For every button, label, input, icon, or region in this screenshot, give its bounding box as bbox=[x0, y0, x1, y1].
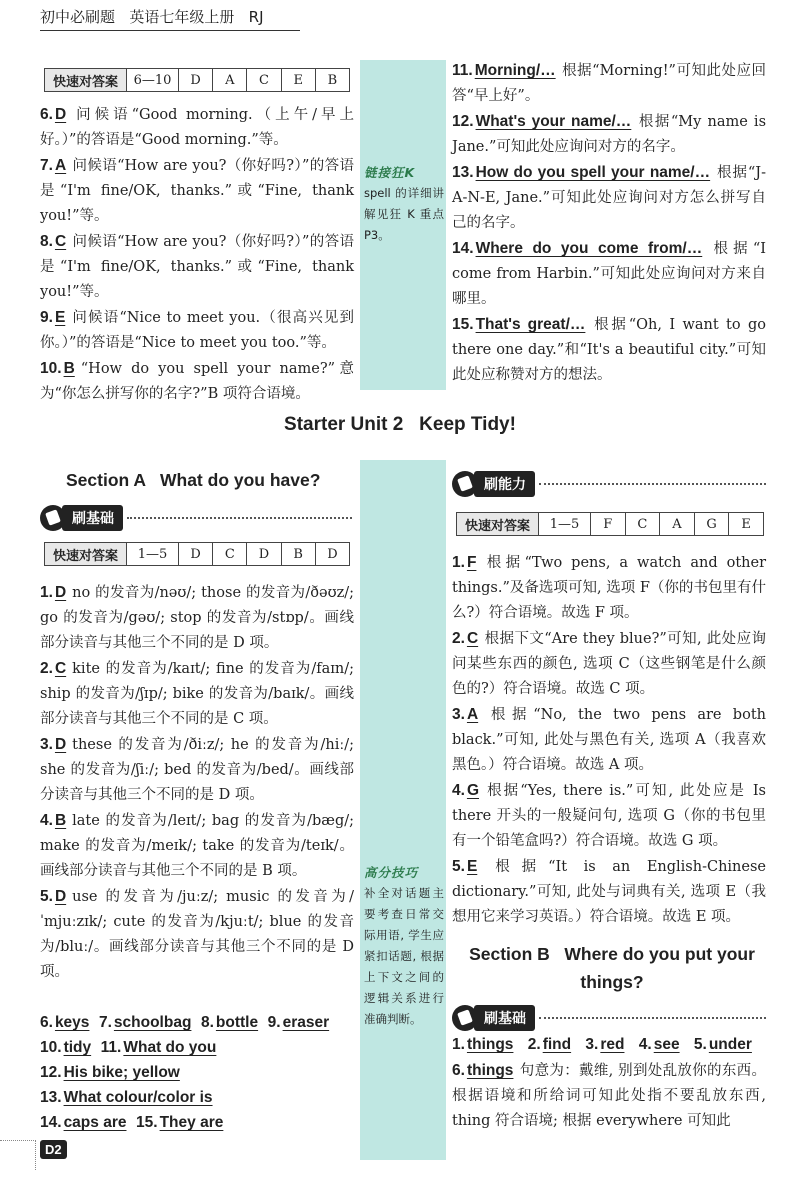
fill-row: 12. His bike; yellow bbox=[40, 1064, 180, 1081]
quick-answer-cell: E bbox=[282, 69, 316, 91]
margin-note-title: 高分技巧 bbox=[364, 865, 419, 880]
answer-item: 5. D use 的发音为/juːz/; music 的发音为/ˈmjuːzɪk/; cute 的发音为/kjuːt/; blue 的发音为/bluː/。画线部分读音与其他三个不同的是 D 项。 bbox=[40, 888, 354, 980]
ability-items bbox=[452, 550, 766, 930]
answer-item: 4. G 根据“Yes, there is.”可知, 此处应是 Is there 开头的一般疑问句, 选项 G（你的书包里有一个铅笔盒吗?）符合语境。故选 G 项。 bbox=[452, 782, 766, 849]
answer-item: 10. B “How do you spell your name?”意为“你怎么拼写你的名字?”B 项符合语境。 bbox=[40, 360, 354, 402]
pen-icon bbox=[40, 505, 66, 531]
fill-row: 14. caps are 15. They are bbox=[40, 1114, 224, 1131]
answer-item: 14. Where do you come from/… 根据“I come from Harbin.”可知此处应询问对方来自哪里。 bbox=[452, 240, 766, 307]
answer-item: 2. C 根据下文“Are they blue?”可知, 此处应询问某些东西的颜色, 选项 C（这些钢笔是什么颜色的?）符合语境。故选 C 项。 bbox=[452, 630, 766, 697]
margin-note-text: spell 的详细讲解见狂 K 重点 P3。 bbox=[364, 186, 444, 242]
answer-item: 7. A 问候语“How are you?（你好吗?）”的答语是“I'm fine/OK, thanks.”或“Fine, thank you!”等。 bbox=[40, 157, 354, 224]
answer-item: 2. C kite 的发音为/kaɪt/; fine 的发音为/faɪn/; ship 的发音为/ʃɪp/; bike 的发音为/baɪk/。画线部分读音与其他三个不同的是 C 项。 bbox=[40, 660, 354, 727]
section-a-fill bbox=[40, 1010, 356, 1135]
answer-item: 11. Morning/… 根据“Morning!”可知此处应回答“早上好”。 bbox=[452, 62, 766, 104]
answer-item: 1. D no 的发音为/nəʊ/; those 的发音为/ðəʊz/; go 的发音为/gəʊ/; stop 的发音为/stɒp/。画线部分读音与其他三个不同的是 D 项。 bbox=[40, 584, 354, 651]
corner-mark bbox=[0, 1140, 36, 1170]
section-a-title: Section A What do you have? bbox=[66, 470, 321, 490]
top-right-answers bbox=[452, 58, 766, 388]
badge-basic: 刷基础 bbox=[40, 504, 352, 532]
answer-item: 4. B late 的发音为/leɪt/; bag 的发音为/bæg/; make 的发音为/meɪk/; take 的发音为/teɪk/。画线部分读音与其他三个不同的是 B 项。 bbox=[40, 812, 354, 879]
answer-item: 3. A 根据“No, the two pens are both black.”可知, 此处与黑色有关, 选项 A（我喜欢黑色。）符合语境。故选 A 项。 bbox=[452, 706, 766, 773]
page-header bbox=[40, 6, 300, 31]
section-b-title: Section B Where do you put your things? bbox=[469, 944, 755, 992]
quick-answer-table: 快速对答案 1—5 D C D B D bbox=[44, 542, 350, 566]
quick-answer-label: 快速对答案 bbox=[45, 69, 127, 91]
badge-basic-b: 刷基础 bbox=[452, 1004, 766, 1032]
answer-item: 13. How do you spell your name/… 根据“J-A-N-E, Jane.”可知此处应询问对方怎么拼写自己的名字。 bbox=[452, 164, 767, 231]
answer-item: 1. F 根据“Two pens, a watch and other things.”及备选项可知, 选项 F（你的书包里有什么?）符合语境。故选 F 项。 bbox=[452, 554, 766, 621]
quick-answer-table: 快速对答案 1—5 F C A G E bbox=[456, 512, 764, 536]
section-b-fill: 1. things 2. find 3. red 4. see 5. under bbox=[452, 1036, 752, 1053]
fill-row: 10. tidy 11. What do you bbox=[40, 1039, 217, 1056]
answer-item: 6. things 句意为：戴维, 别到处乱放你的东西。根据语境和所给词可知此处指不要乱放东西, thing 符合语境; 根据 everywhere 可知此 bbox=[452, 1062, 766, 1129]
section-a-items bbox=[40, 580, 354, 985]
fill-row: 13. What colour/color is bbox=[40, 1089, 213, 1106]
fill-row: 6. keys 7. schoolbag 8. bottle 9. eraser bbox=[40, 1014, 330, 1031]
section-b-item6 bbox=[452, 1058, 766, 1134]
answer-item: 6. D 问候语“Good morning.（上午/早上好。）”的答语是“Good morning.”等。 bbox=[40, 106, 354, 148]
quick-answer-cell: D bbox=[179, 69, 213, 91]
answer-item: 8. C 问候语“How are you?（你好吗?）”的答语是“I'm fine/OK, thanks.”或“Fine, thank you!”等。 bbox=[40, 233, 354, 300]
answer-item: 15. That's great/… 根据“Oh, I want to go there one day.”和“It's a beautiful city.”可知此处应称赞对方的想法。 bbox=[452, 316, 767, 383]
margin-band-bottom bbox=[360, 460, 446, 1160]
pen-icon bbox=[452, 471, 478, 497]
answer-item: 5. E 根据“It is an English-Chinese dictionary.”可知, 此处与词典有关, 选项 E（我想用它来学习英语。）符合语境。故选 E 项。 bbox=[452, 858, 766, 925]
margin-note-text: 补全对话题主要考查日常交际用语, 学生应紧扣话题, 根据上下文之间的逻辑关系进行准确判断。 bbox=[364, 886, 444, 1026]
margin-note-link bbox=[364, 162, 444, 246]
unit-title: Starter Unit 2 Keep Tidy! bbox=[284, 414, 516, 435]
margin-note-title: 链接狂K bbox=[364, 165, 416, 180]
page-number: D2 bbox=[40, 1140, 67, 1159]
book-title: 初中必刷题 bbox=[40, 8, 116, 26]
pen-icon bbox=[452, 1005, 478, 1031]
top-left-answers bbox=[40, 102, 354, 407]
edition: RJ bbox=[248, 8, 264, 26]
subject: 英语七年级上册 bbox=[129, 8, 235, 26]
quick-answer-cell: A bbox=[213, 69, 247, 91]
quick-answer-cell: C bbox=[247, 69, 281, 91]
margin-note-tip bbox=[364, 862, 444, 1030]
quick-answer-cell: B bbox=[327, 72, 338, 88]
quick-answer-table bbox=[44, 68, 350, 92]
badge-ability: 刷能力 bbox=[452, 470, 766, 498]
quick-answer-range: 6—10 bbox=[127, 69, 179, 91]
answer-item: 3. D these 的发音为/ðiːz/; he 的发音为/hiː/; she 的发音为/ʃiː/; bed 的发音为/bed/。画线部分读音与其他三个不同的是 D 项。 bbox=[40, 736, 354, 803]
answer-item: 12. What's your name/… 根据“My name is Jane.”可知此处应询问对方的名字。 bbox=[452, 113, 767, 155]
answer-item: 9. E 问候语“Nice to meet you.（很高兴见到你。）”的答语是“Nice to meet you too.”等。 bbox=[40, 309, 354, 351]
